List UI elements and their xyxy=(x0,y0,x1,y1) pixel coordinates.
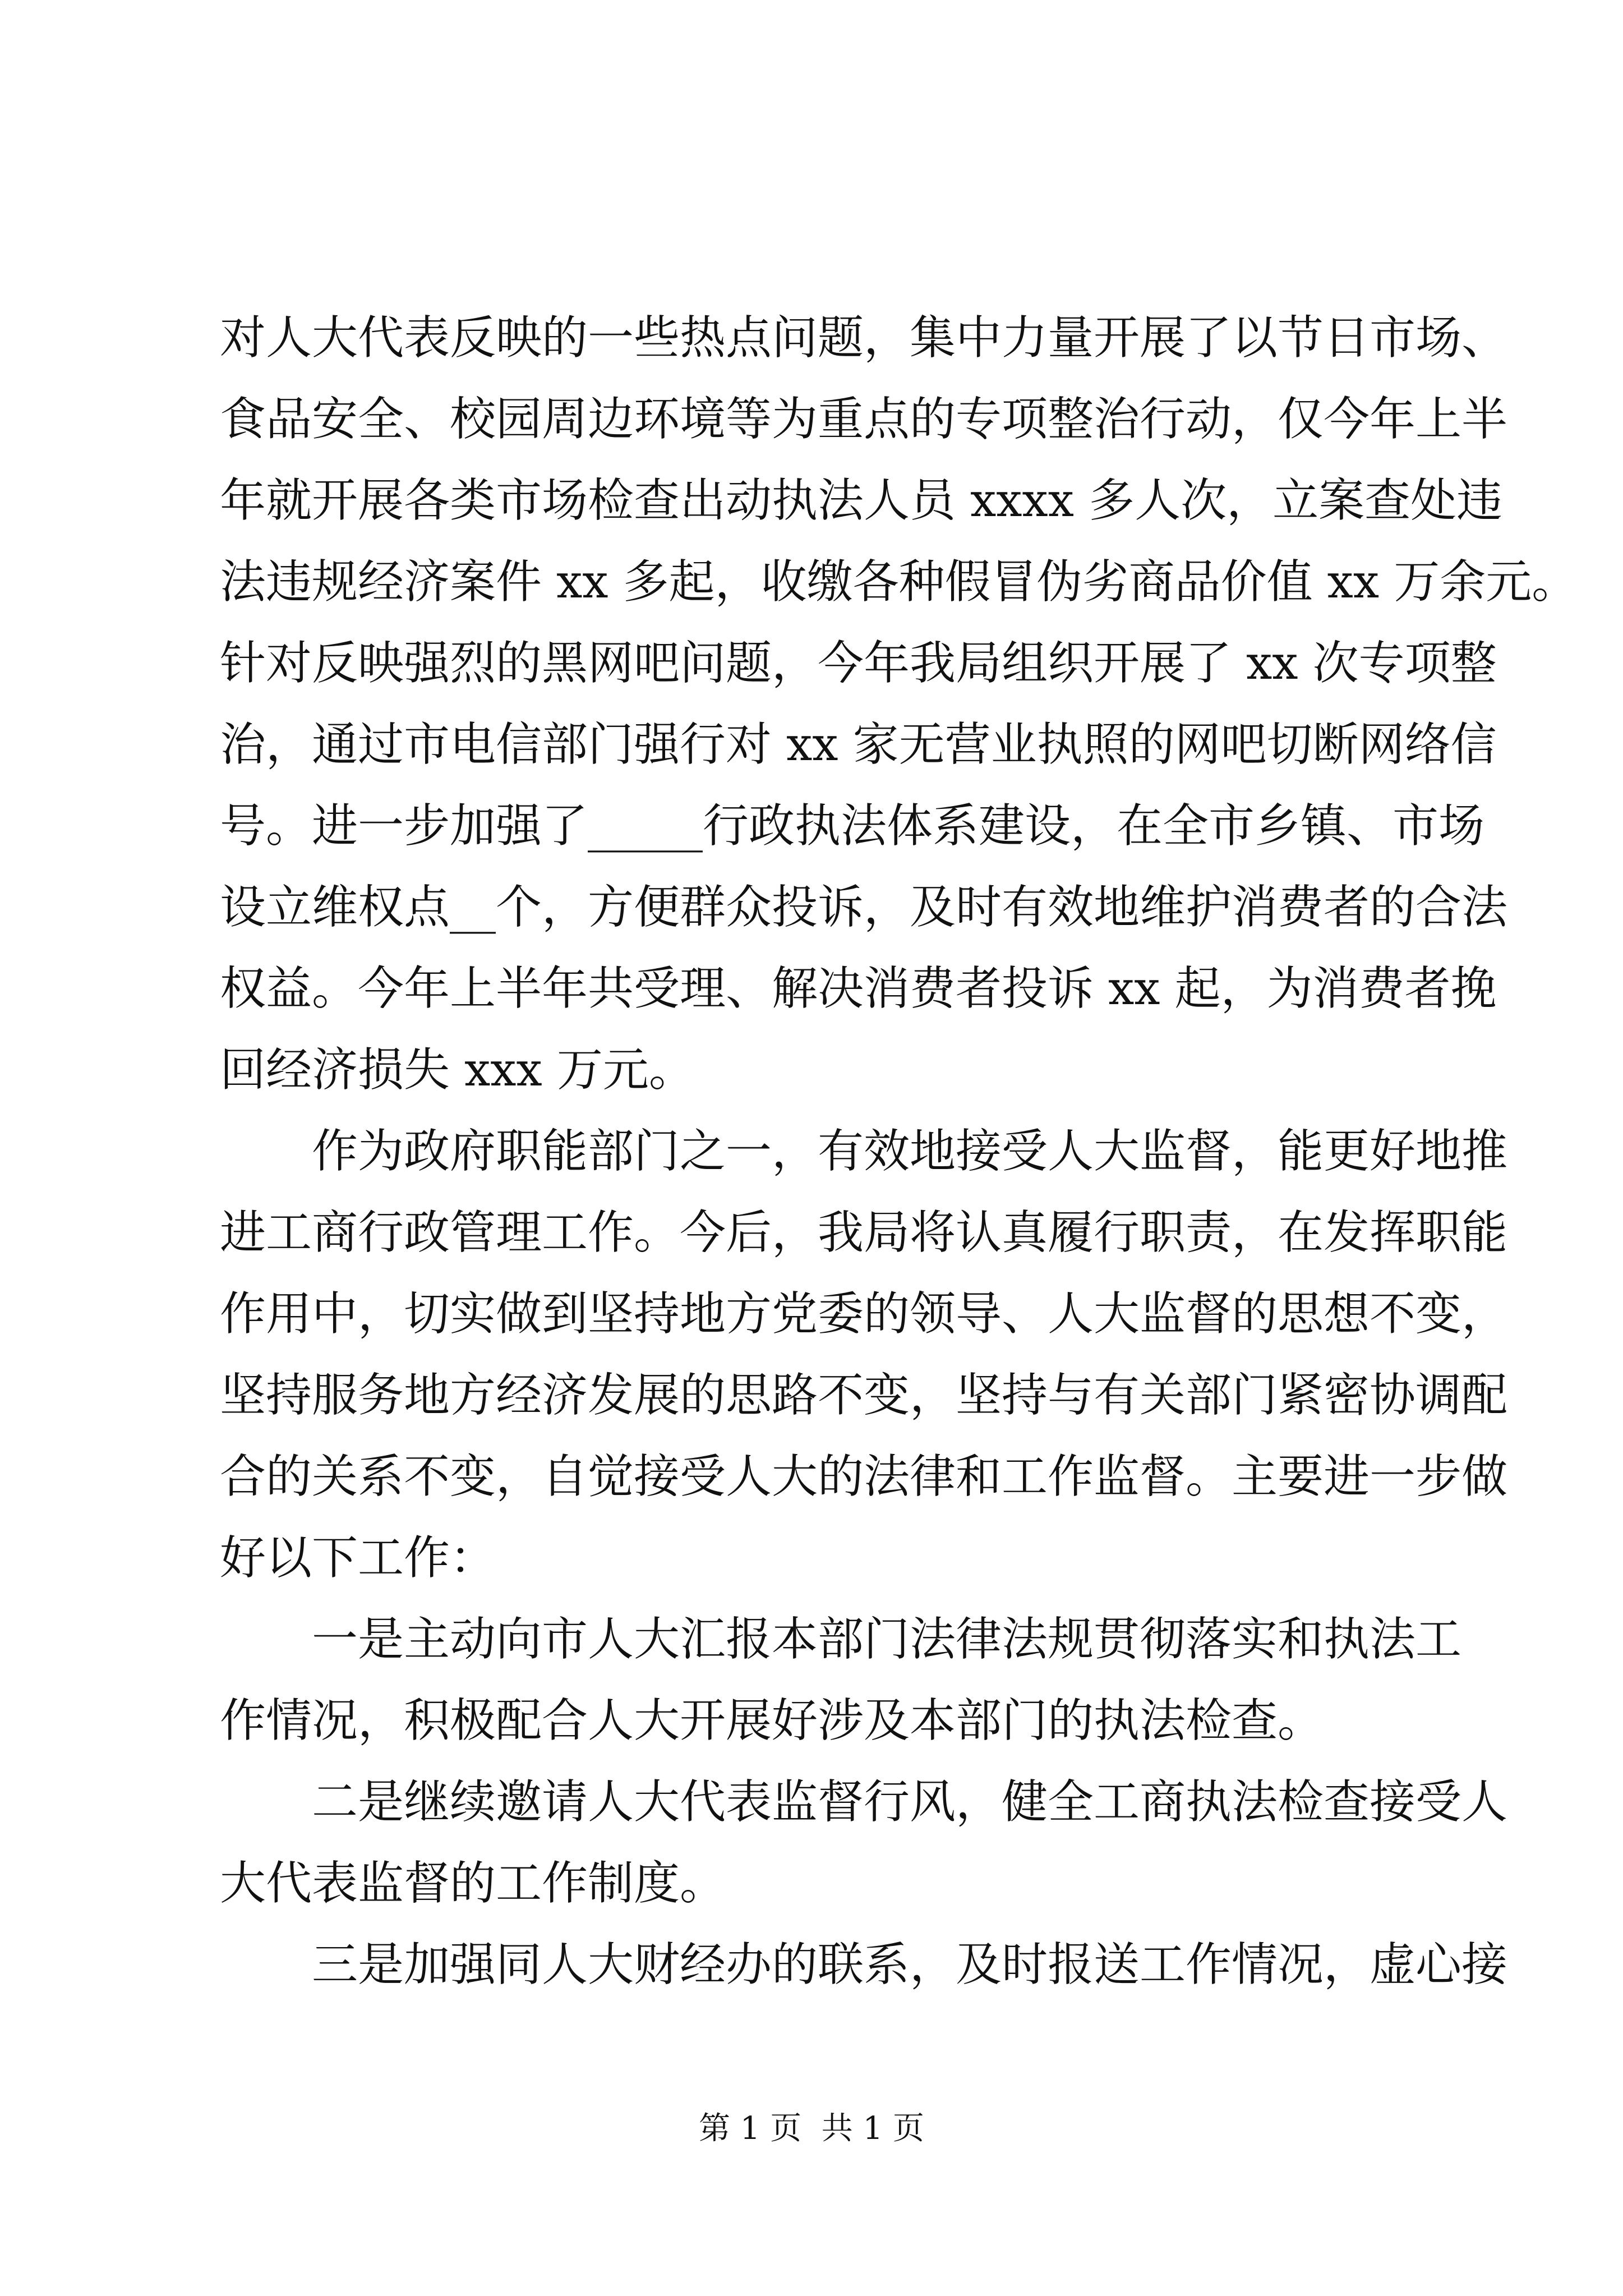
text-line: 合的关系不变，自觉接受人大的法律和工作监督。主要进一步做 xyxy=(220,1450,1508,1503)
text-line: 权益。今年上半年共受理、解决消费者投诉 xx 起，为消费者挽 xyxy=(220,962,1497,1015)
paragraph-4 xyxy=(220,1761,1508,1924)
document-body xyxy=(220,297,1578,2005)
text-line: 治，通过市电信部门强行对 xx 家无营业执照的网吧切断网络信 xyxy=(220,718,1497,771)
text-line: 二是继续邀请人大代表监督行风，健全工商执法检查接受人 xyxy=(312,1775,1508,1829)
paragraph-5 xyxy=(220,1924,1508,2005)
text-line: 作用中，切实做到坚持地方党委的领导、人大监督的思想不变， xyxy=(220,1287,1508,1341)
page-number-footer: 第 1 页 共 1 页 xyxy=(698,2110,925,2147)
text-line: 作情况，积极配合人大开展好涉及本部门的执法检查。 xyxy=(220,1694,1324,1747)
text-line: 年就开展各类市场检查出动执法人员 xxxx 多人次，立案查处违 xyxy=(220,474,1503,527)
text-line: 号。进一步加强了_____行政执法体系建设，在全市乡镇、市场 xyxy=(220,799,1485,853)
text-line: 回经济损失 xxx 万元。 xyxy=(220,1043,695,1097)
text-line: 作为政府职能部门之一，有效地接受人大监督，能更好地推 xyxy=(312,1125,1508,1178)
text-line: 对人大代表反映的一些热点问题，集中力量开展了以节日市场、 xyxy=(220,311,1508,365)
text-line: 法违规经济案件 xx 多起，收缴各种假冒伪劣商品价值 xx 万余元。 xyxy=(220,555,1578,609)
text-line: 食品安全、校园周边环境等为重点的专项整治行动，仅今年上半 xyxy=(220,393,1508,446)
paragraph-1 xyxy=(220,297,1578,1111)
paragraph-3 xyxy=(220,1599,1462,1761)
text-line: 针对反映强烈的黑网吧问题，今年我局组织开展了 xx 次专项整 xyxy=(220,637,1497,690)
paragraph-2 xyxy=(220,1111,1508,1599)
text-line: 坚持服务地方经济发展的思路不变，坚持与有关部门紧密协调配 xyxy=(220,1369,1508,1422)
text-line: 进工商行政管理工作。今后，我局将认真履行职责，在发挥职能 xyxy=(220,1206,1508,1259)
text-line: 一是主动向市人大汇报本部门法律法规贯彻落实和执法工 xyxy=(312,1613,1462,1666)
text-line: 好以下工作： xyxy=(220,1531,496,1585)
text-line: 三是加强同人大财经办的联系，及时报送工作情况，虚心接 xyxy=(312,1938,1508,1991)
text-line: 大代表监督的工作制度。 xyxy=(220,1857,726,1910)
text-line: 设立维权点__个，方便群众投诉，及时有效地维护消费者的合法 xyxy=(220,881,1508,934)
